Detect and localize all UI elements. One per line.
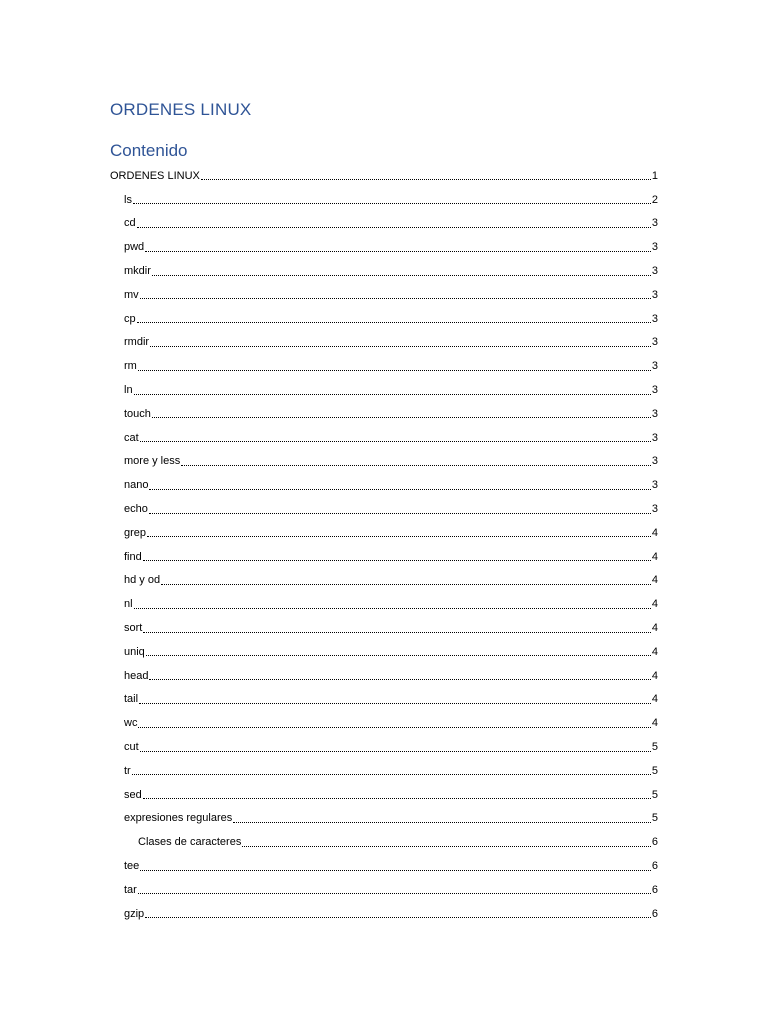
toc-dot-leader — [139, 703, 651, 704]
toc-entry-label[interactable]: ls — [124, 193, 132, 206]
toc-entry[interactable] — [110, 212, 658, 236]
toc-entry-page-number[interactable]: 5 — [651, 788, 658, 801]
toc-entry-page-number[interactable]: 4 — [651, 645, 658, 658]
toc-dot-leader — [140, 441, 651, 442]
toc-dot-leader — [140, 751, 651, 752]
toc-dot-leader — [152, 275, 651, 276]
toc-entry-label[interactable]: tr — [124, 764, 131, 777]
toc-entry[interactable] — [110, 854, 658, 878]
toc-entry-label[interactable]: cut — [124, 741, 139, 754]
toc-entry-label[interactable]: uniq — [124, 645, 145, 658]
toc-dot-leader — [233, 822, 651, 823]
toc-dot-leader — [145, 251, 651, 252]
toc-entry-page-number[interactable]: 4 — [651, 550, 658, 563]
toc-dot-leader — [150, 346, 651, 347]
toc-entry[interactable] — [110, 569, 658, 593]
toc-entry[interactable] — [110, 450, 658, 474]
toc-dot-leader — [137, 322, 651, 323]
toc-entry[interactable] — [110, 878, 658, 902]
toc-dot-leader — [133, 203, 651, 204]
toc-entry-page-number[interactable]: 3 — [651, 265, 658, 278]
toc-dot-leader — [161, 584, 651, 585]
toc-entry-page-number[interactable]: 6 — [651, 836, 658, 849]
toc-entry[interactable] — [110, 426, 658, 450]
toc-entry-label[interactable]: mv — [124, 288, 139, 301]
toc-entry[interactable] — [110, 331, 658, 355]
toc-entry-label[interactable]: sed — [124, 788, 142, 801]
toc-entry-page-number[interactable]: 3 — [651, 407, 658, 420]
toc-entry-label[interactable]: mkdir — [124, 265, 151, 278]
document-title: ORDENES LINUX — [110, 100, 252, 119]
toc-entry[interactable] — [110, 235, 658, 259]
toc-entry[interactable] — [110, 902, 658, 926]
toc-entry-page-number[interactable]: 3 — [651, 503, 658, 516]
toc-entry[interactable] — [110, 830, 658, 854]
toc-entry[interactable] — [110, 783, 658, 807]
toc-dot-leader — [143, 560, 651, 561]
toc-entry-page-number[interactable]: 4 — [651, 622, 658, 635]
toc-entry[interactable] — [110, 521, 658, 545]
toc-dot-leader — [152, 417, 651, 418]
toc-entry-label[interactable]: cd — [124, 217, 136, 230]
toc-entry-page-number[interactable]: 4 — [651, 526, 658, 539]
toc-entry-label[interactable]: rm — [124, 360, 137, 373]
toc-entry-page-number[interactable]: 3 — [651, 479, 658, 492]
toc-entry[interactable] — [110, 545, 658, 569]
toc-entry-label[interactable]: echo — [124, 503, 148, 516]
toc-dot-leader — [134, 608, 651, 609]
toc-entry[interactable] — [110, 711, 658, 735]
toc-dot-leader — [138, 893, 651, 894]
toc-entry-label[interactable]: cp — [124, 312, 136, 325]
toc-entry[interactable] — [110, 688, 658, 712]
toc-entry-label[interactable]: nano — [124, 479, 149, 492]
toc-entry-page-number[interactable]: 6 — [651, 883, 658, 896]
toc-dot-leader — [143, 632, 651, 633]
toc-entry-label[interactable]: rmdir — [124, 336, 150, 349]
toc-entry-label[interactable]: pwd — [124, 241, 145, 254]
toc-entry-label[interactable]: head — [124, 669, 149, 682]
toc-dot-leader — [147, 536, 651, 537]
toc-entry-label[interactable]: ln — [124, 384, 133, 397]
toc-entry-page-number[interactable]: 6 — [651, 860, 658, 872]
toc-dot-leader — [134, 394, 651, 395]
toc-entry-label[interactable]: Clases de caracteres — [138, 836, 242, 849]
toc-entry-page-number[interactable]: 3 — [651, 336, 658, 349]
toc-entry-label[interactable]: more y less — [124, 455, 181, 468]
toc-entry-label[interactable]: touch — [124, 407, 151, 420]
toc-dot-leader — [146, 655, 651, 656]
toc-entry-label[interactable]: tee — [124, 860, 140, 872]
toc-entry-page-number[interactable]: 4 — [651, 598, 658, 611]
toc-entry-page-number[interactable]: 5 — [651, 764, 658, 777]
toc-entry[interactable] — [110, 759, 658, 783]
toc-entry-label[interactable]: cat — [124, 431, 139, 444]
toc-dot-leader — [149, 489, 650, 490]
toc-entry[interactable] — [110, 307, 658, 331]
toc-entry[interactable] — [110, 164, 658, 188]
toc-entry-page-number[interactable]: 5 — [651, 741, 658, 754]
toc-entry[interactable] — [110, 592, 658, 616]
toc-entry[interactable] — [110, 640, 658, 664]
toc-entry-page-number[interactable]: 3 — [651, 455, 658, 468]
toc-entry[interactable] — [110, 735, 658, 759]
toc-dot-leader — [149, 513, 651, 514]
table-of-contents — [110, 164, 658, 926]
toc-entry-label[interactable]: hd y od — [124, 574, 161, 587]
toc-entry[interactable] — [110, 616, 658, 640]
toc-entry-page-number[interactable]: 1 — [651, 169, 658, 182]
toc-entry-page-number[interactable]: 3 — [651, 431, 658, 444]
toc-entry-label[interactable]: ORDENES LINUX — [110, 169, 200, 182]
toc-dot-leader — [145, 917, 651, 918]
toc-entry-page-number[interactable]: 3 — [651, 288, 658, 301]
toc-entry-label[interactable]: tail — [124, 693, 139, 706]
toc-dot-leader — [149, 679, 650, 680]
toc-dot-leader — [181, 465, 651, 466]
toc-entry[interactable] — [110, 259, 658, 283]
toc-entry[interactable] — [110, 664, 658, 688]
toc-entry-label[interactable]: tar — [124, 883, 137, 896]
toc-entry[interactable] — [110, 473, 658, 497]
toc-entry-page-number[interactable]: 2 — [651, 193, 658, 206]
toc-entry[interactable] — [110, 188, 658, 212]
toc-entry-label[interactable]: expresiones regulares — [124, 812, 233, 825]
toc-entry[interactable] — [110, 378, 658, 402]
toc-dot-leader — [143, 798, 651, 799]
toc-entry-page-number[interactable]: 4 — [651, 669, 658, 682]
toc-dot-leader — [138, 370, 651, 371]
toc-entry-label[interactable]: find — [124, 550, 142, 563]
toc-entry-page-number[interactable]: 3 — [651, 360, 658, 373]
toc-entry-label[interactable]: nl — [124, 598, 133, 611]
toc-entry-page-number[interactable]: 3 — [651, 384, 658, 397]
toc-dot-leader — [242, 846, 651, 847]
toc-entry-label[interactable]: sort — [124, 622, 143, 635]
toc-heading: Contenido — [110, 141, 188, 160]
toc-dot-leader — [132, 774, 651, 775]
toc-entry-page-number[interactable]: 3 — [651, 217, 658, 230]
toc-entry-page-number[interactable]: 3 — [651, 312, 658, 325]
toc-dot-leader — [137, 227, 651, 228]
toc-entry-label[interactable]: gzip — [124, 907, 145, 920]
toc-entry-page-number[interactable]: 4 — [651, 574, 658, 587]
toc-dot-leader — [138, 727, 650, 728]
toc-entry[interactable] — [110, 807, 658, 831]
toc-entry-page-number[interactable]: 4 — [651, 717, 658, 730]
toc-entry-label[interactable]: wc — [124, 717, 138, 730]
toc-entry-page-number[interactable]: 5 — [651, 812, 658, 825]
toc-entry[interactable] — [110, 283, 658, 307]
toc-dot-leader — [140, 870, 651, 871]
toc-entry-page-number[interactable]: 4 — [651, 693, 658, 706]
toc-entry[interactable] — [110, 354, 658, 378]
toc-entry-label[interactable]: grep — [124, 526, 147, 539]
toc-dot-leader — [201, 179, 651, 180]
toc-entry[interactable] — [110, 497, 658, 521]
toc-entry-page-number[interactable]: 6 — [651, 907, 658, 920]
toc-entry[interactable] — [110, 402, 658, 426]
toc-entry-page-number[interactable]: 3 — [651, 241, 658, 254]
toc-dot-leader — [140, 298, 651, 299]
